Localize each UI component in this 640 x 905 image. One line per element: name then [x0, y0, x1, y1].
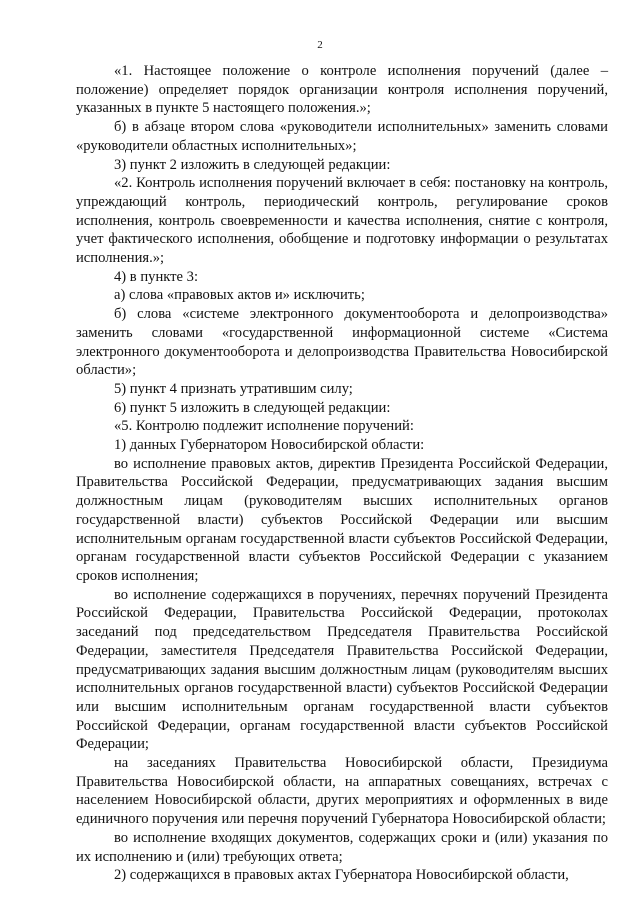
paragraph-13: во исполнение содержащихся в поручениях, перечнях поручений Президента Российской Федерации, Правительства Российской Федерации, протоколах заседаний под председательством Председателя Правительства Российской Федерации, заместителя Председателя Правительства Российской Федерации, предусматривающих задания высшим должностным лицам (руководителям высших исполнительных органов государственной власти) субъектов Российской Федерации или высшим исполнительным органам государственной власти субъектов Российской Федерации, органам государственной власти субъектов Российской Федерации; [76, 586, 608, 753]
paragraph-12: во исполнение правовых актов, директив Президента Российской Федерации, Правительства Российской Федерации, предусматривающих задания высшим должностным лицам (руководителям высших исполнительных органов государственной власти) субъектов Российской Федерации или высшим исполнительным органам государственной власти субъектов Российской Федерации, органам государственной власти субъектов Российской Федерации с указанием сроков исполнения; [76, 455, 608, 584]
paragraph-7: б) слова «системе электронного документооборота и делопроизводства» заменить словами «государственной информационной системе «Система электронного документооборота и делопроизводства Правительства Новосибирской области»; [76, 306, 608, 379]
paragraph-4: «2. Контроль исполнения поручений включает в себя: постановку на контроль, упреждающий контроль, периодический контроль, регулирование сроков исполнения, контроль своевременности и качества исполнения, снятие с контроля, учет фактического исполнения, обобщение и подготовку информации о результатах исполнения.»; [76, 175, 608, 267]
paragraph-6: а) слова «правовых актов и» исключить; [114, 287, 365, 304]
paragraph-9: 6) пункт 5 изложить в следующей редакции: [114, 399, 391, 416]
paragraph-5: 4) в пункте 3: [114, 268, 199, 285]
paragraph-15: во исполнение входящих документов, содержащих сроки и (или) указания по их исполнению и (или) требующих ответа; [76, 829, 608, 865]
document-body [76, 62, 608, 885]
paragraph-2: б) в абзаце втором слова «руководители исполнительных» заменить словами «руководители областных исполнительных»; [76, 119, 608, 154]
paragraph-8: 5) пункт 4 признать утратившим силу; [114, 380, 353, 397]
paragraph-10: «5. Контролю подлежит исполнение поручений: [114, 418, 414, 435]
paragraph-14: на заседаниях Правительства Новосибирской области, Президиума Правительства Новосибирской области, на аппаратных совещаниях, встречах с населением Новосибирской области, других мероприятиях и оформленных в виде единичного поручения или перечня поручений Губернатора Новосибирской области; [76, 755, 608, 828]
paragraph-11: 1) данных Губернатором Новосибирской области: [114, 437, 425, 454]
paragraph-16: 2) содержащихся в правовых актах Губернатора Новосибирской области, [114, 867, 569, 884]
page-number: 2 [317, 39, 323, 51]
paragraph-1: «1. Настоящее положение о контроле исполнения поручений (далее – положение) определяет порядок организации контроля исполнения поручений, указанных в пункте 5 настоящего положения.»; [76, 63, 608, 117]
paragraph-3: 3) пункт 2 изложить в следующей редакции: [114, 156, 391, 173]
